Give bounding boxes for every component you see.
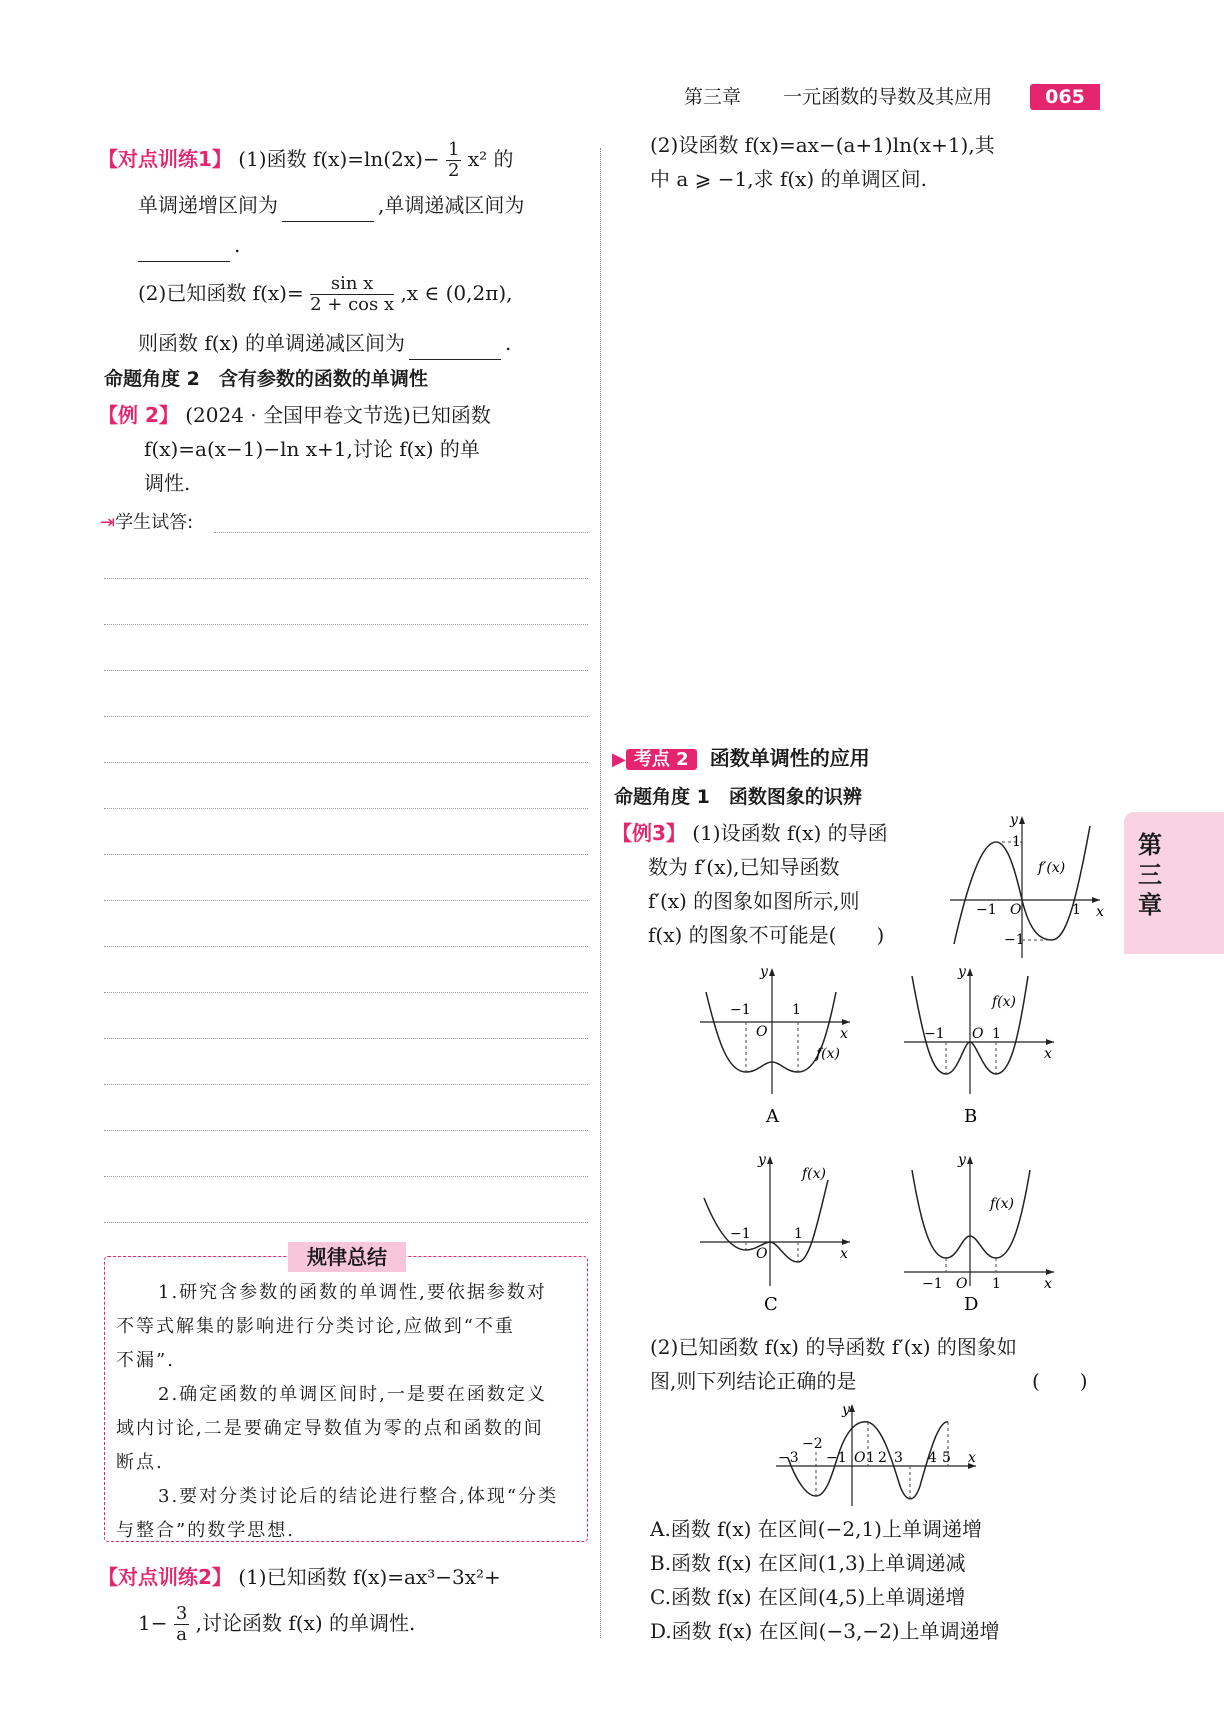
option-a-label: A (766, 1106, 779, 1127)
answer-line[interactable] (104, 762, 588, 763)
curve-label: f(x) (992, 994, 1017, 1010)
tick-label: −1 (730, 1226, 751, 1242)
answer-line[interactable] (104, 992, 588, 993)
example2-text-1: (2024 · 全国甲卷文节选)已知函数 (185, 403, 491, 427)
axis-x-label: x (1044, 1046, 1052, 1062)
answer-line[interactable] (104, 1130, 588, 1131)
axis-y-label: y (758, 1152, 766, 1168)
tick-label: −1 (976, 902, 997, 918)
training2-part2-line1: (2)设函数 f(x)=ax−(a+1)ln(x+1),其 (650, 133, 995, 157)
tick-label: 2 (878, 1450, 887, 1466)
summary-line: 2.确定函数的单调区间时,一是要在函数定义 (158, 1384, 547, 1405)
axis-x-label: x (840, 1246, 848, 1262)
example3-line2: 数为 f′(x),已知导函数 (648, 855, 840, 879)
tick-label: 1 (992, 1026, 1001, 1042)
option-a[interactable]: A.函数 f(x) 在区间(−2,1)上单调递增 (650, 1517, 982, 1541)
training1-line5 (138, 326, 511, 360)
chapter-title: 一元函数的导数及其应用 (783, 86, 993, 108)
frac-den: a (176, 1624, 187, 1645)
answer-line[interactable] (104, 1176, 588, 1177)
derivative-graph-2 (772, 1400, 982, 1510)
student-answer-label (100, 506, 193, 540)
kaodian-badge: 考点 2 (626, 749, 697, 770)
summary-line: 3.要对分类讨论后的结论进行整合,体现“分类 (158, 1486, 559, 1507)
option-b-label: B (964, 1106, 978, 1127)
frac-num: 3 (175, 1603, 188, 1624)
tick-label: 1 (1012, 834, 1021, 850)
tick-label: −1 (924, 1026, 945, 1042)
kaodian-title: 函数单调性的应用 (709, 746, 870, 770)
answer-line[interactable] (214, 532, 588, 533)
chapter-side-tab-text: 第三章 (1138, 831, 1162, 919)
option-graph-b (898, 962, 1058, 1132)
chapter-label: 第三章 (684, 86, 742, 108)
column-divider (600, 148, 601, 1638)
page-header (684, 82, 992, 112)
training2-line1 (98, 1560, 501, 1594)
fraction-sin-over-cos (310, 274, 394, 315)
origin-label: O (972, 1026, 984, 1042)
training1-p2-text: (2)已知函数 f(x)= (138, 281, 304, 305)
training1-p1-text: (1)函数 f(x)=ln(2x)− (238, 147, 440, 171)
axis-y-label: y (1010, 812, 1018, 828)
training1-line1 (98, 140, 514, 181)
option-c[interactable]: C.函数 f(x) 在区间(4,5)上单调递增 (650, 1585, 966, 1609)
axis-y-label: y (760, 964, 768, 980)
tick-label: 1 (1072, 902, 1081, 918)
example2-line1 (98, 398, 491, 432)
option-c-label: C (764, 1294, 778, 1315)
tick-label: 3 (894, 1450, 903, 1466)
training1-line4 (138, 274, 513, 315)
option-graph-a (694, 962, 854, 1132)
summary-line: 不漏”. (116, 1350, 175, 1371)
tick-label: 1 (794, 1226, 803, 1242)
tick-label: 5 (942, 1450, 951, 1466)
axis-x-label: x (1096, 904, 1104, 920)
tick-label: 1 (792, 1002, 801, 1018)
answer-line[interactable] (104, 1038, 588, 1039)
pen-icon: ⇥ (100, 512, 116, 533)
answer-line[interactable] (104, 716, 588, 717)
answer-line[interactable] (104, 624, 588, 625)
answer-blank[interactable] (282, 201, 374, 222)
frac-den: 2 (448, 160, 460, 181)
page-number: 065 (1030, 84, 1100, 110)
origin-label: O (756, 1024, 768, 1040)
training1-p2-tail: ,x ∈ (0,2π), (400, 281, 513, 305)
example3-line1 (612, 816, 888, 850)
period: . (234, 233, 241, 257)
answer-blank[interactable] (138, 241, 230, 262)
answer-line[interactable] (104, 670, 588, 671)
tick-label: −1 (730, 1002, 751, 1018)
frac-num: sin x (310, 274, 394, 295)
option-d-label: D (964, 1294, 979, 1315)
tick-label: −1 (826, 1450, 847, 1466)
axis-x-label: x (968, 1450, 976, 1466)
answer-line[interactable] (104, 946, 588, 947)
option-graph-d (898, 1150, 1058, 1320)
training2-part2-line2: 中 a ⩾ −1,求 f(x) 的单调区间. (650, 167, 927, 191)
topic-angle-1: 命题角度 1 函数图象的识辨 (614, 786, 862, 808)
answer-line[interactable] (104, 854, 588, 855)
frac-num: 1 (448, 139, 460, 160)
tick-label: −2 (802, 1436, 823, 1452)
training2-text-1: (1)已知函数 f(x)=ax³−3x²+ (238, 1565, 501, 1589)
curve-label: f(x) (990, 1196, 1015, 1212)
tick-label: 4 (928, 1450, 937, 1466)
kaodian-heading (612, 742, 870, 773)
option-d[interactable]: D.函数 f(x) 在区间(−3,−2)上单调递增 (650, 1619, 1000, 1643)
origin-label: O (956, 1276, 968, 1292)
example3-line3: f′(x) 的图象如图所示,则 (648, 889, 860, 913)
training1-label: 【对点训练1】 (98, 147, 232, 171)
frac-den: 2 + cos x (310, 294, 395, 315)
question2-line1: (2)已知函数 f(x) 的导函数 f′(x) 的图象如 (650, 1335, 1017, 1359)
tick-label: 1 (992, 1276, 1001, 1292)
training2-text-2b: ,讨论函数 f(x) 的单调性. (195, 1611, 416, 1635)
answer-line[interactable] (104, 900, 588, 901)
tick-label: 1 (866, 1450, 875, 1466)
training2-text-2a: 1− (138, 1611, 168, 1635)
answer-blank[interactable] (409, 339, 501, 360)
triangle-icon: ▶ (612, 749, 626, 770)
curve-label: f(x) (802, 1166, 827, 1182)
axis-y-label: y (842, 1402, 850, 1418)
example2-label: 【例 2】 (98, 403, 179, 427)
question2-line2: 图,则下列结论正确的是 (650, 1369, 857, 1393)
answer-label-text: 学生试答: (115, 512, 194, 533)
axis-x-label: x (1044, 1276, 1052, 1292)
axis-x-label: x (840, 1026, 848, 1042)
origin-label: O (1010, 902, 1022, 918)
summary-line: 与整合”的数学思想. (116, 1520, 295, 1541)
answer-line[interactable] (104, 578, 588, 579)
example2-line2: f(x)=a(x−1)−ln x+1,讨论 f(x) 的单 (144, 437, 480, 461)
option-b[interactable]: B.函数 f(x) 在区间(1,3)上单调递减 (650, 1551, 966, 1575)
topic-angle-2: 命题角度 2 含有参数的函数的单调性 (104, 368, 428, 390)
summary-line: 断点. (116, 1452, 164, 1473)
decreasing-interval-label: ,单调递减区间为 (378, 193, 525, 217)
answer-line[interactable] (104, 1084, 588, 1085)
tick-label: −1 (922, 1276, 943, 1292)
option-graph-c (694, 1150, 854, 1320)
training1-p1-tail: x² 的 (467, 147, 514, 171)
example3-text-1: (1)设函数 f(x) 的导函 (692, 821, 888, 845)
decreasing-interval-label-2: 则函数 f(x) 的单调递减区间为 (138, 331, 406, 355)
training2-line2 (138, 1604, 415, 1645)
origin-label: O (756, 1246, 768, 1262)
summary-line: 域内讨论,二是要确定导数值为零的点和函数的间 (116, 1418, 544, 1439)
example2-line3: 调性. (144, 471, 191, 495)
training1-line3 (138, 228, 240, 262)
fraction-three-over-a (174, 1604, 189, 1645)
answer-line[interactable] (104, 808, 588, 809)
axis-y-label: y (958, 964, 966, 980)
answer-paren[interactable]: ( ) (1032, 1369, 1088, 1393)
curve-label: f′(x) (1038, 860, 1066, 876)
tick-label: −1 (1004, 932, 1025, 948)
training1-line2 (138, 188, 524, 222)
summary-title: 规律总结 (288, 1242, 406, 1272)
training2-label: 【对点训练2】 (98, 1565, 232, 1589)
tick-label: −3 (778, 1450, 799, 1466)
period: . (505, 331, 512, 355)
increasing-interval-label: 单调递增区间为 (138, 193, 278, 217)
curve-label: f(x) (816, 1046, 841, 1062)
axis-y-label: y (958, 1152, 966, 1168)
origin-label: O (854, 1450, 866, 1466)
summary-line: 1.研究含参数的函数的单调性,要依据参数对 (158, 1282, 547, 1303)
derivative-graph (946, 812, 1106, 962)
example3-line4: f(x) 的图象不可能是( ) (648, 923, 885, 947)
answer-line[interactable] (104, 1222, 588, 1223)
fraction-one-half (446, 140, 461, 181)
example3-label: 【例3】 (612, 821, 686, 845)
summary-line: 不等式解集的影响进行分类讨论,应做到“不重 (116, 1316, 515, 1337)
